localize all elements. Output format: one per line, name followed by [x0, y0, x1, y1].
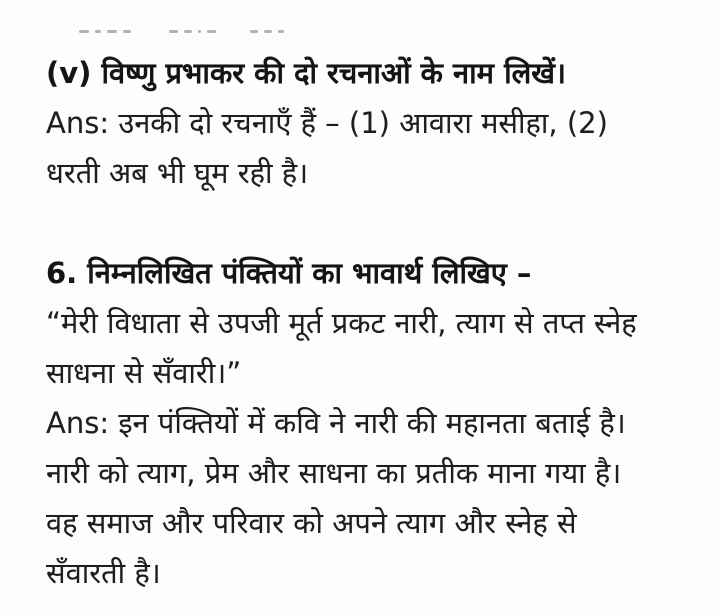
question-6-quote-line-2: साधना से सँवारी।”	[46, 356, 242, 390]
question-6-answer-line-2: नारी को त्याग, प्रेम और साधना का प्रतीक माना गया है।	[46, 456, 622, 490]
artifact-dash	[184, 30, 192, 33]
question-6-heading: 6. निम्नलिखित पंक्तियों का भावार्थ लिखिए –	[46, 256, 532, 290]
artifact-dash	[198, 30, 201, 33]
question-6-answer-line-4: सँवारती है।	[46, 556, 161, 590]
artifact-dash	[264, 30, 272, 33]
document-content	[46, 48, 706, 598]
question-6-block	[46, 248, 706, 598]
cropped-text-artifact	[79, 29, 290, 33]
question-6-answer-line-3: वह समाज और परिवार को अपने त्याग और स्नेह से	[46, 506, 577, 540]
question-v-block	[46, 48, 706, 198]
artifact-dash	[123, 30, 131, 33]
artifact-dash	[79, 30, 89, 33]
artifact-dash	[278, 30, 284, 33]
artifact-dash	[207, 30, 216, 33]
question-6-answer-line-1: Ans: इन पंक्तियों में कवि ने नारी की महानता बताई है।	[46, 406, 626, 440]
artifact-dash	[250, 30, 258, 33]
artifact-dash	[95, 30, 101, 33]
question-v-heading: (v) विष्णु प्रभाकर की दो रचनाओं के नाम लिखें।	[46, 56, 566, 90]
artifact-dash	[107, 30, 117, 33]
question-v-answer-line-1: Ans: उनकी दो रचनाएँ हैं – (1) आवारा मसीहा, (2)	[46, 106, 608, 140]
artifact-dash	[169, 30, 178, 33]
question-v-answer-line-2: धरती अब भी घूम रही है।	[46, 156, 309, 190]
question-6-quote-line-1: “मेरी विधाता से उपजी मूर्त प्रकट नारी, त्याग से तप्त स्नेह	[46, 306, 637, 340]
